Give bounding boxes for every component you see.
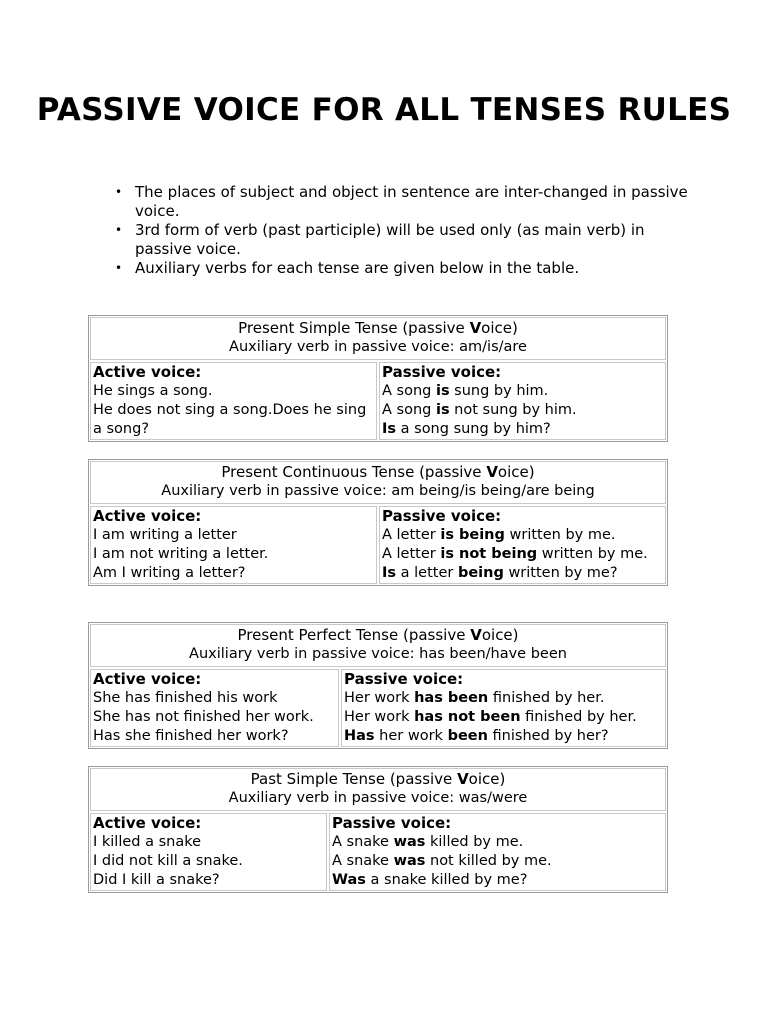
active-sentence: I am not writing a letter. <box>93 546 269 562</box>
sentence-fragment: A snake <box>332 853 394 869</box>
passive-cell <box>379 362 666 440</box>
table-header <box>90 317 666 360</box>
auxiliary-verb: Has <box>344 728 375 744</box>
sentence-fragment: written by me. <box>537 546 648 562</box>
passive-sentence <box>344 708 663 727</box>
passive-sentence <box>382 420 663 439</box>
active-cell <box>90 362 377 440</box>
auxiliary-verb: Is <box>382 421 397 437</box>
sentence-fragment: killed by me. <box>425 834 524 850</box>
active-sentence: Am I writing a letter? <box>93 565 246 581</box>
sentence-fragment: a snake killed by me? <box>365 872 528 888</box>
auxiliary-verb: been <box>447 728 488 744</box>
rule-item <box>115 183 690 221</box>
auxiliary-verb: is <box>435 402 450 418</box>
aux-verb-text: Auxiliary verb in passive voice: am being/is being/are being <box>161 483 595 499</box>
bullet-icon: • <box>115 185 123 199</box>
auxiliary-verb: is <box>435 383 450 399</box>
passive-label: Passive voice: <box>382 363 502 381</box>
auxiliary-verb: is being <box>440 527 505 543</box>
sentence-fragment: her work <box>374 728 448 744</box>
active-sentence: She has not finished her work. <box>93 709 314 725</box>
table-row <box>90 813 666 891</box>
rule-item <box>115 221 690 259</box>
active-sentence: I killed a snake <box>93 834 202 850</box>
bullet-icon: • <box>115 223 123 237</box>
sentence-fragment: A snake <box>332 834 394 850</box>
title-bold: V <box>469 319 482 337</box>
sentence-fragment: A letter <box>382 527 441 543</box>
sentence-fragment: a letter <box>396 565 458 581</box>
table-row <box>90 506 666 584</box>
title-bold: V <box>470 626 482 644</box>
active-sentence: I did not kill a snake. <box>93 853 243 869</box>
sentence-fragment: sung by him. <box>449 383 549 399</box>
passive-cell <box>329 813 666 891</box>
auxiliary-verb: has been <box>414 690 489 706</box>
aux-verb-text: Auxiliary verb in passive voice: was/were <box>228 790 528 806</box>
sentence-fragment: A letter <box>382 546 441 562</box>
sentence-fragment: A song <box>382 402 436 418</box>
sentence-fragment: not sung by him. <box>449 402 577 418</box>
passive-sentence <box>382 401 663 420</box>
passive-sentence <box>382 545 663 564</box>
rule-text: 3rd form of verb (past participle) will be used only (as main verb) in passive voice. <box>135 221 645 258</box>
active-label: Active voice: <box>93 507 202 525</box>
table-title <box>91 319 665 338</box>
sentence-fragment: Her work <box>344 690 415 706</box>
rule-text: The places of subject and object in sentence are inter-changed in passive voice. <box>135 183 688 220</box>
aux-verb-text: Auxiliary verb in passive voice: am/is/are <box>229 339 527 355</box>
table-row <box>90 669 666 747</box>
sentence-fragment: finished by her? <box>487 728 609 744</box>
active-cell <box>90 506 377 584</box>
auxiliary-verb: has not been <box>414 709 521 725</box>
auxiliary-verb: Was <box>332 872 366 888</box>
passive-sentence <box>382 526 663 545</box>
sentence-fragment: finished by her. <box>520 709 637 725</box>
sentence-fragment: a song sung by him? <box>396 421 551 437</box>
auxiliary-verb: Is <box>382 565 397 581</box>
table-header <box>90 768 666 811</box>
active-cell <box>90 669 339 747</box>
title-text-end: oice) <box>468 770 506 788</box>
auxiliary-verb: was <box>393 853 426 869</box>
passive-sentence <box>382 564 663 583</box>
auxiliary-verb: is not being <box>440 546 538 562</box>
active-sentence: Did I kill a snake? <box>93 872 220 888</box>
title-text: Present Continuous Tense (passive <box>221 463 487 481</box>
active-sentence: He sings a song. <box>93 383 213 399</box>
sentence-fragment: not killed by me. <box>425 853 552 869</box>
table-row <box>90 362 666 440</box>
tense-table-present-simple <box>88 315 668 442</box>
title-bold: V <box>486 463 498 481</box>
active-label: Active voice: <box>93 814 202 832</box>
active-label: Active voice: <box>93 363 202 381</box>
passive-cell <box>341 669 666 747</box>
title-text-end: oice) <box>481 626 519 644</box>
tense-table-present-continuous <box>88 459 668 586</box>
auxiliary-verb: was <box>393 834 426 850</box>
table-header <box>90 461 666 504</box>
title-text: Past Simple Tense (passive <box>250 770 458 788</box>
sentence-fragment: written by me? <box>503 565 618 581</box>
active-label: Active voice: <box>93 670 202 688</box>
table-header <box>90 624 666 667</box>
sentence-fragment: written by me. <box>504 527 616 543</box>
title-text-end: oice) <box>497 463 535 481</box>
bullet-icon: • <box>115 261 123 275</box>
sentence-fragment: A song <box>382 383 436 399</box>
passive-sentence <box>332 871 663 890</box>
passive-sentence <box>344 727 663 746</box>
title-text: Present Simple Tense (passive <box>238 319 470 337</box>
passive-sentence <box>382 382 663 401</box>
page-title: PASSIVE VOICE FOR ALL TENSES RULES <box>36 92 732 128</box>
rules-list <box>115 183 690 278</box>
title-text: Present Perfect Tense (passive <box>237 626 471 644</box>
sentence-fragment: finished by her. <box>488 690 605 706</box>
passive-sentence <box>332 833 663 852</box>
passive-cell <box>379 506 666 584</box>
active-sentence: I am writing a letter <box>93 527 237 543</box>
table-title <box>91 626 665 645</box>
table-title <box>91 463 665 482</box>
title-text-end: oice) <box>481 319 518 337</box>
title-bold: V <box>457 770 469 788</box>
active-cell <box>90 813 327 891</box>
active-sentence: He does not sing a song.Does he sing a song? <box>93 402 367 437</box>
passive-sentence <box>344 689 663 708</box>
auxiliary-verb: being <box>457 565 504 581</box>
sentence-fragment: Her work <box>344 709 415 725</box>
active-sentence: Has she finished her work? <box>93 728 289 744</box>
passive-sentence <box>332 852 663 871</box>
rule-text: Auxiliary verbs for each tense are given below in the table. <box>135 259 580 277</box>
table-title <box>91 770 665 789</box>
passive-label: Passive voice: <box>382 507 502 525</box>
rule-item <box>115 259 690 278</box>
passive-label: Passive voice: <box>344 670 464 688</box>
passive-label: Passive voice: <box>332 814 452 832</box>
tense-table-present-perfect <box>88 622 668 749</box>
tense-table-past-simple <box>88 766 668 893</box>
aux-verb-text: Auxiliary verb in passive voice: has been/have been <box>189 646 567 662</box>
active-sentence: She has finished his work <box>93 690 278 706</box>
